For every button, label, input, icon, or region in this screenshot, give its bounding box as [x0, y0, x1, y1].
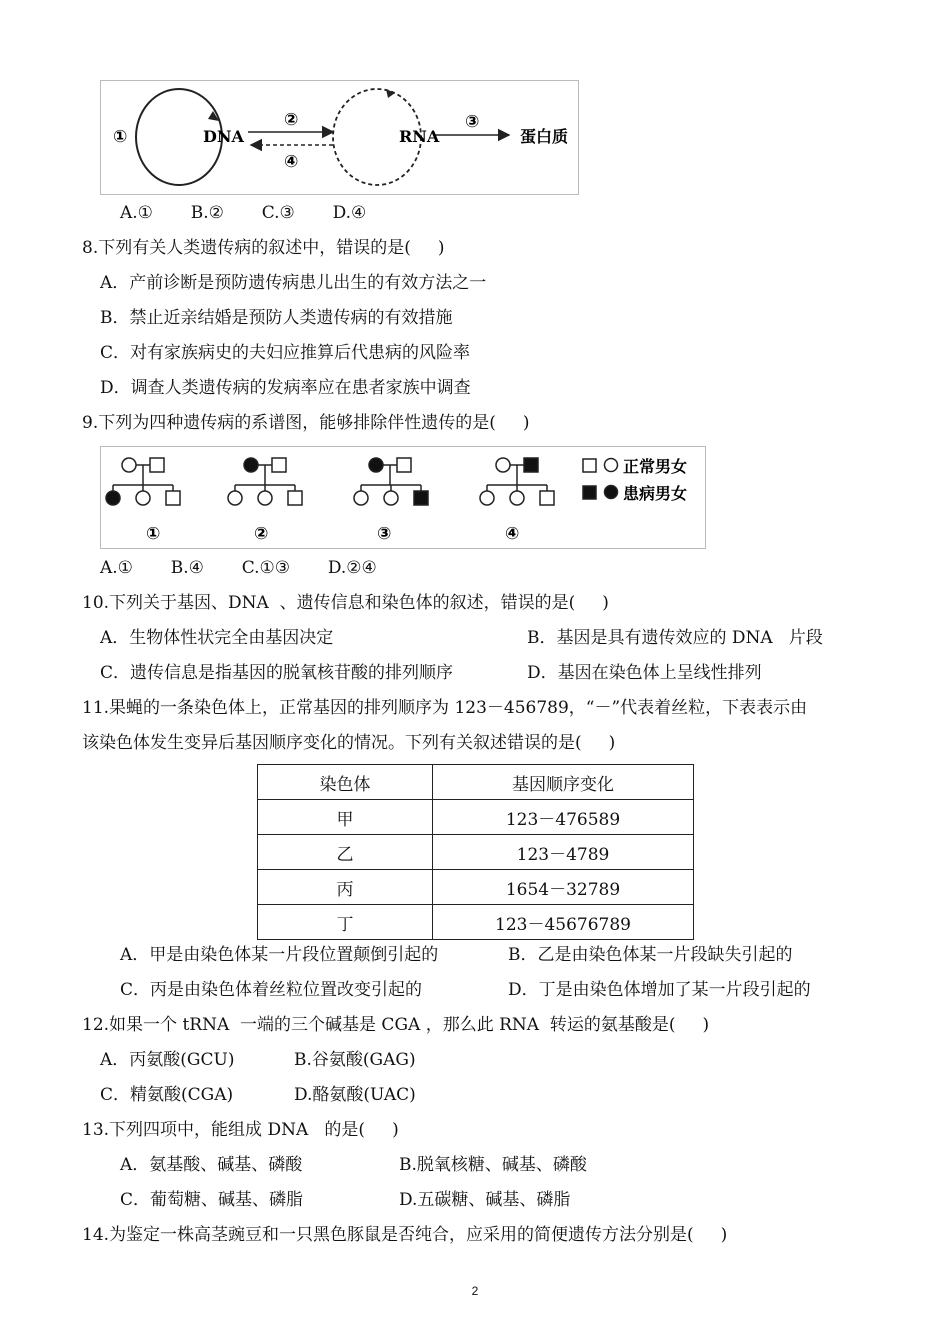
q8-option-d: D．调查人类遗传病的发病率应在患者家族中调查: [100, 378, 471, 398]
table-cell: 123－476589: [433, 800, 694, 835]
table-row: [258, 800, 694, 835]
table-header: 基因顺序变化: [433, 765, 694, 800]
pedigree-label-3: ③: [377, 524, 392, 544]
pedigree-3: [354, 458, 428, 505]
q11-option-a: A．甲是由染色体某一片段位置颠倒引起的: [120, 945, 439, 965]
label-protein: 蛋白质: [520, 127, 569, 146]
q10-option-d: D．基因在染色体上呈线性排列: [527, 663, 762, 683]
q9-options: A.① B.④ C.①③ D.②④: [100, 558, 377, 578]
central-dogma-figure: [100, 80, 579, 195]
q10-option-a: A．生物体性状完全由基因决定: [100, 628, 334, 648]
table-row: [258, 835, 694, 870]
table-cell: 丙: [258, 870, 433, 905]
label-dna: DNA: [203, 127, 244, 146]
q8-option-b: B．禁止近亲结婚是预防人类遗传病的有效措施: [100, 308, 453, 328]
legend-affected-text: 患病男女: [623, 484, 688, 503]
rna-replication-arrowhead: [386, 89, 395, 98]
label-4: ④: [284, 152, 299, 172]
pedigree-label-4: ④: [505, 524, 520, 544]
q14-stem: 14.为鉴定一株高茎豌豆和一只黑色豚鼠是否纯合，应采用的简便遗传方法分别是( ): [82, 1225, 728, 1245]
q12-option-b: B.谷氨酸(GAG): [294, 1050, 416, 1070]
q11-option-c: C．丙是由染色体着丝粒位置改变引起的: [120, 980, 423, 1000]
table-row: [258, 870, 694, 905]
pedigree-1: [106, 458, 180, 505]
table-cell: 123－45676789: [433, 905, 694, 940]
q8-stem: 8.下列有关人类遗传病的叙述中，错误的是( ): [82, 238, 445, 258]
table-cell: 1654－32789: [433, 870, 694, 905]
pedigree-label-2: ②: [254, 524, 269, 544]
q10-option-c: C．遗传信息是指基因的脱氧核苷酸的排列顺序: [100, 663, 454, 683]
q13-stem: 13.下列四项中，能组成 DNA 的是( ): [82, 1120, 399, 1140]
table-cell: 甲: [258, 800, 433, 835]
gene-order-table: [257, 764, 694, 940]
pedigree-figure: [100, 446, 706, 549]
q11-option-b: B．乙是由染色体某一片段缺失引起的: [508, 945, 793, 965]
label-1: ①: [113, 127, 128, 147]
pedigree-legend: [583, 459, 618, 500]
label-3: ③: [465, 112, 480, 132]
table-cell: 123－4789: [433, 835, 694, 870]
q7-options: A.① B.② C.③ D.④: [120, 203, 367, 223]
q11-stem-line2: 该染色体发生变异后基因顺序变化的情况。下列有关叙述错误的是( ): [82, 733, 616, 753]
table-cell: 丁: [258, 905, 433, 940]
q8-option-a: A．产前诊断是预防遗传病患儿出生的有效方法之一: [100, 273, 487, 293]
label-rna: RNA: [399, 127, 440, 146]
page-number: 2: [471, 1284, 479, 1298]
q10-stem: 10.下列关于基因、DNA 、遗传信息和染色体的叙述，错误的是( ): [82, 593, 609, 613]
q12-stem: 12.如果一个 tRNA 一端的三个碱基是 CGA ，那么此 RNA 转运的氨基酸是( ): [82, 1015, 710, 1035]
q10-option-b: B．基因是具有遗传效应的 DNA 片段: [527, 628, 823, 648]
legend-normal-text: 正常男女: [623, 457, 688, 476]
q12-option-c: C．精氨酸(CGA): [100, 1085, 234, 1105]
q13-option-b: B.脱氧核糖、碱基、磷酸: [399, 1155, 587, 1175]
q8-option-c: C．对有家族病史的夫妇应推算后代患病的风险率: [100, 343, 471, 363]
pedigree-4: [480, 458, 554, 505]
q13-option-d: D.五碳糖、碱基、磷脂: [399, 1190, 571, 1210]
q12-option-d: D.酪氨酸(UAC): [294, 1085, 416, 1105]
label-2: ②: [284, 110, 299, 130]
table-header-row: [258, 765, 694, 800]
pedigree-label-1: ①: [146, 524, 161, 544]
q13-option-a: A．氨基酸、碱基、磷酸: [120, 1155, 303, 1175]
pedigree-2: [228, 458, 302, 505]
table-row: [258, 905, 694, 940]
pedigree-svg: [101, 447, 705, 548]
q9-stem: 9.下列为四种遗传病的系谱图，能够排除伴性遗传的是( ): [82, 413, 530, 433]
q12-option-a: A．丙氨酸(GCU): [100, 1050, 235, 1070]
q13-option-c: C．葡萄糖、碱基、磷脂: [120, 1190, 304, 1210]
table-header: 染色体: [258, 765, 433, 800]
table-cell: 乙: [258, 835, 433, 870]
q11-stem-line1: 11.果蝇的一条染色体上，正常基因的排列顺序为 123－456789，“－”代表着丝粒，下表表示由: [82, 698, 808, 718]
q11-option-d: D．丁是由染色体增加了某一片段引起的: [508, 980, 811, 1000]
central-dogma-svg: [101, 81, 578, 194]
